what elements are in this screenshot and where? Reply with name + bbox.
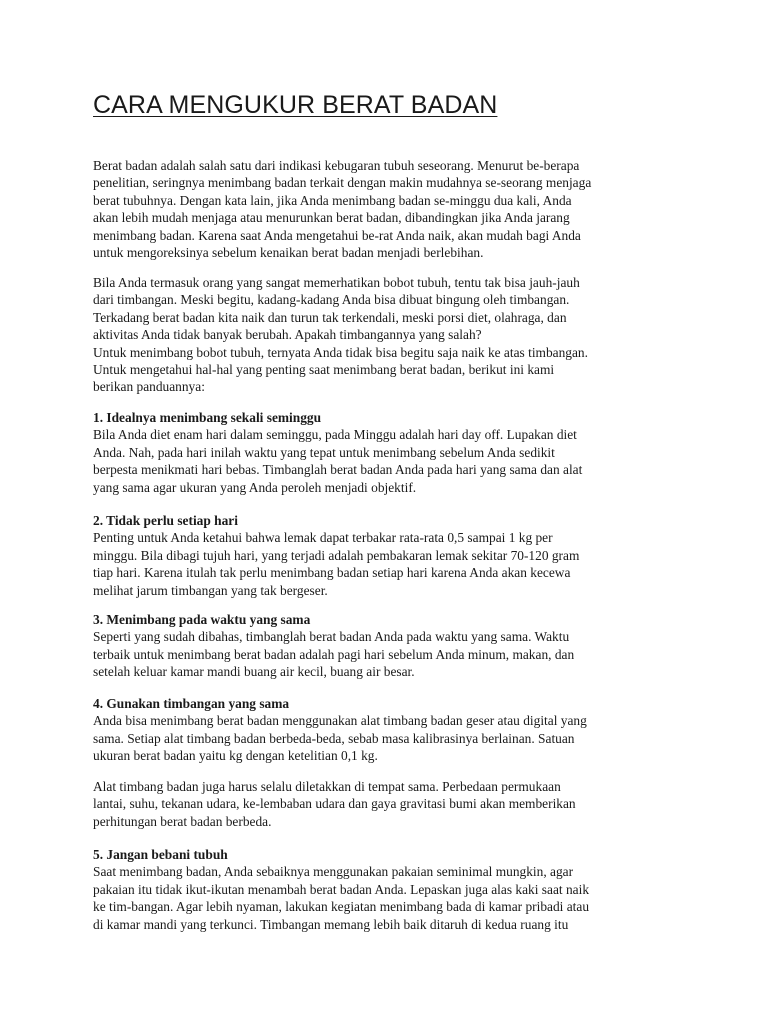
section-5	[93, 846, 589, 933]
text-line: Anda. Nah, pada hari inilah waktu yang tepat untuk menimbang sebelum Anda sedikit	[93, 444, 555, 460]
text-line: dari timbangan. Meski begitu, kadang-kadang Anda bisa dibuat bingung oleh timbangan.	[93, 292, 570, 308]
text-line: Terkadang berat badan kita naik dan turun tak terkendali, meski porsi diet, olahraga, dan	[93, 309, 567, 325]
text-line: Bila Anda diet enam hari dalam seminggu, pada Minggu adalah hari day off. Lupakan diet	[93, 427, 577, 443]
text-line: tiap hari. Karena itulah tak perlu menimbang badan setiap hari karena Anda akan kecewa	[93, 565, 571, 581]
text-line: sama. Setiap alat timbang badan berbeda-beda, sebab masa kalibrasinya berlainan. Satuan	[93, 730, 575, 746]
second-paragraph	[93, 274, 588, 396]
section-2	[93, 512, 579, 599]
text-line: berikan panduannya:	[93, 379, 205, 395]
text-line: Seperti yang sudah dibahas, timbanglah berat badan Anda pada waktu yang sama. Waktu	[93, 629, 570, 645]
text-line: berpesta menikmati hari bebas. Timbanglah berat badan Anda pada hari yang sama dan alat	[93, 462, 583, 478]
text-line: di kamar mandi yang terkunci. Timbangan memang lebih baik ditaruh di kedua ruang itu	[93, 916, 569, 932]
text-line: menimbang badan. Karena saat Anda mengetahui be-rat Anda naik, akan mudah bagi Anda	[93, 227, 581, 243]
text-line: minggu. Bila dibagi tujuh hari, yang terjadi adalah pembakaran lemak sekitar 70-120 gram	[93, 547, 580, 563]
section-heading: 4. Gunakan timbangan yang sama	[93, 696, 290, 711]
text-line: Bila Anda termasuk orang yang sangat memerhatikan bobot tubuh, tentu tak bisa jauh-jauh	[93, 275, 580, 290]
text-line: aktivitas Anda tidak banyak berubah. Apakah timbangannya yang salah?	[93, 327, 482, 343]
text-line: lantai, suhu, tekanan udara, ke-lembaban udara dan gaya gravitasi bumi akan memberikan	[93, 796, 576, 812]
text-line: terbaik untuk menimbang berat badan adalah pagi hari sebelum Anda minum, makan, dan	[93, 646, 575, 662]
text-line: ke tim-bangan. Agar lebih nyaman, lakukan kegiatan menimbang bada di kamar pribadi atau	[93, 899, 590, 915]
text-line: penelitian, seringnya menimbang badan terkait dengan makin mudahnya se-seorang menjaga	[93, 175, 592, 191]
text-line: Anda bisa menimbang berat badan menggunakan alat timbang badan geser atau digital yang	[93, 713, 587, 729]
text-line: Berat badan adalah salah satu dari indikasi kebugaran tubuh seseorang. Menurut be-berapa	[93, 158, 580, 173]
text-line: yang sama agar ukuran yang Anda peroleh menjadi objektif.	[93, 479, 417, 495]
section-heading: 3. Menimbang pada waktu yang sama	[93, 612, 311, 627]
text-line: Alat timbang badan juga harus selalu diletakkan di tempat sama. Perbedaan permukaan	[93, 779, 561, 794]
text-line: pakaian itu tidak ikut-ikutan menambah berat badan Anda. Lepaskan juga alas kaki saat naik	[93, 881, 590, 897]
text-line: perhitungan berat badan berbeda.	[93, 813, 272, 829]
text-line: Untuk mengetahui hal-hal yang penting saat menimbang berat badan, berikut ini kami	[93, 362, 555, 378]
section-1	[93, 409, 582, 496]
text-line: melihat jarum timbangan yang tak bergeser.	[93, 582, 328, 598]
intro-paragraph	[93, 157, 591, 261]
text-line: Untuk menimbang bobot tubuh, ternyata Anda tidak bisa begitu saja naik ke atas timbangan.	[93, 344, 588, 360]
section-3	[93, 611, 574, 681]
section-heading: 2. Tidak perlu setiap hari	[93, 513, 238, 528]
text-line: untuk mengoreksinya sebelum kenaikan berat badan menjadi berlebihan.	[93, 245, 484, 261]
document-title: CARA MENGUKUR BERAT BADAN	[93, 91, 498, 119]
text-line: setelah keluar kamar mandi buang air kecil, buang air besar.	[93, 664, 415, 680]
text-line: berat tubuhnya. Dengan kata lain, jika Anda menimbang badan se-minggu dua kali, Anda	[93, 192, 572, 208]
text-line: Penting untuk Anda ketahui bahwa lemak dapat terbakar rata-rata 0,5 sampai 1 kg per	[93, 530, 553, 546]
section-heading: 1. Idealnya menimbang sekali seminggu	[93, 410, 322, 425]
text-line: ukuran berat badan yaitu kg dengan ketelitian 0,1 kg.	[93, 748, 378, 764]
section-4-note	[93, 778, 576, 830]
section-heading: 5. Jangan bebani tubuh	[93, 847, 228, 862]
text-line: akan lebih mudah menjaga atau menurunkan berat badan, dibandingkan jika Anda jarang	[93, 210, 570, 226]
text-line: Saat menimbang badan, Anda sebaiknya menggunakan pakaian seminimal mungkin, agar	[93, 864, 574, 880]
section-4	[93, 695, 587, 765]
